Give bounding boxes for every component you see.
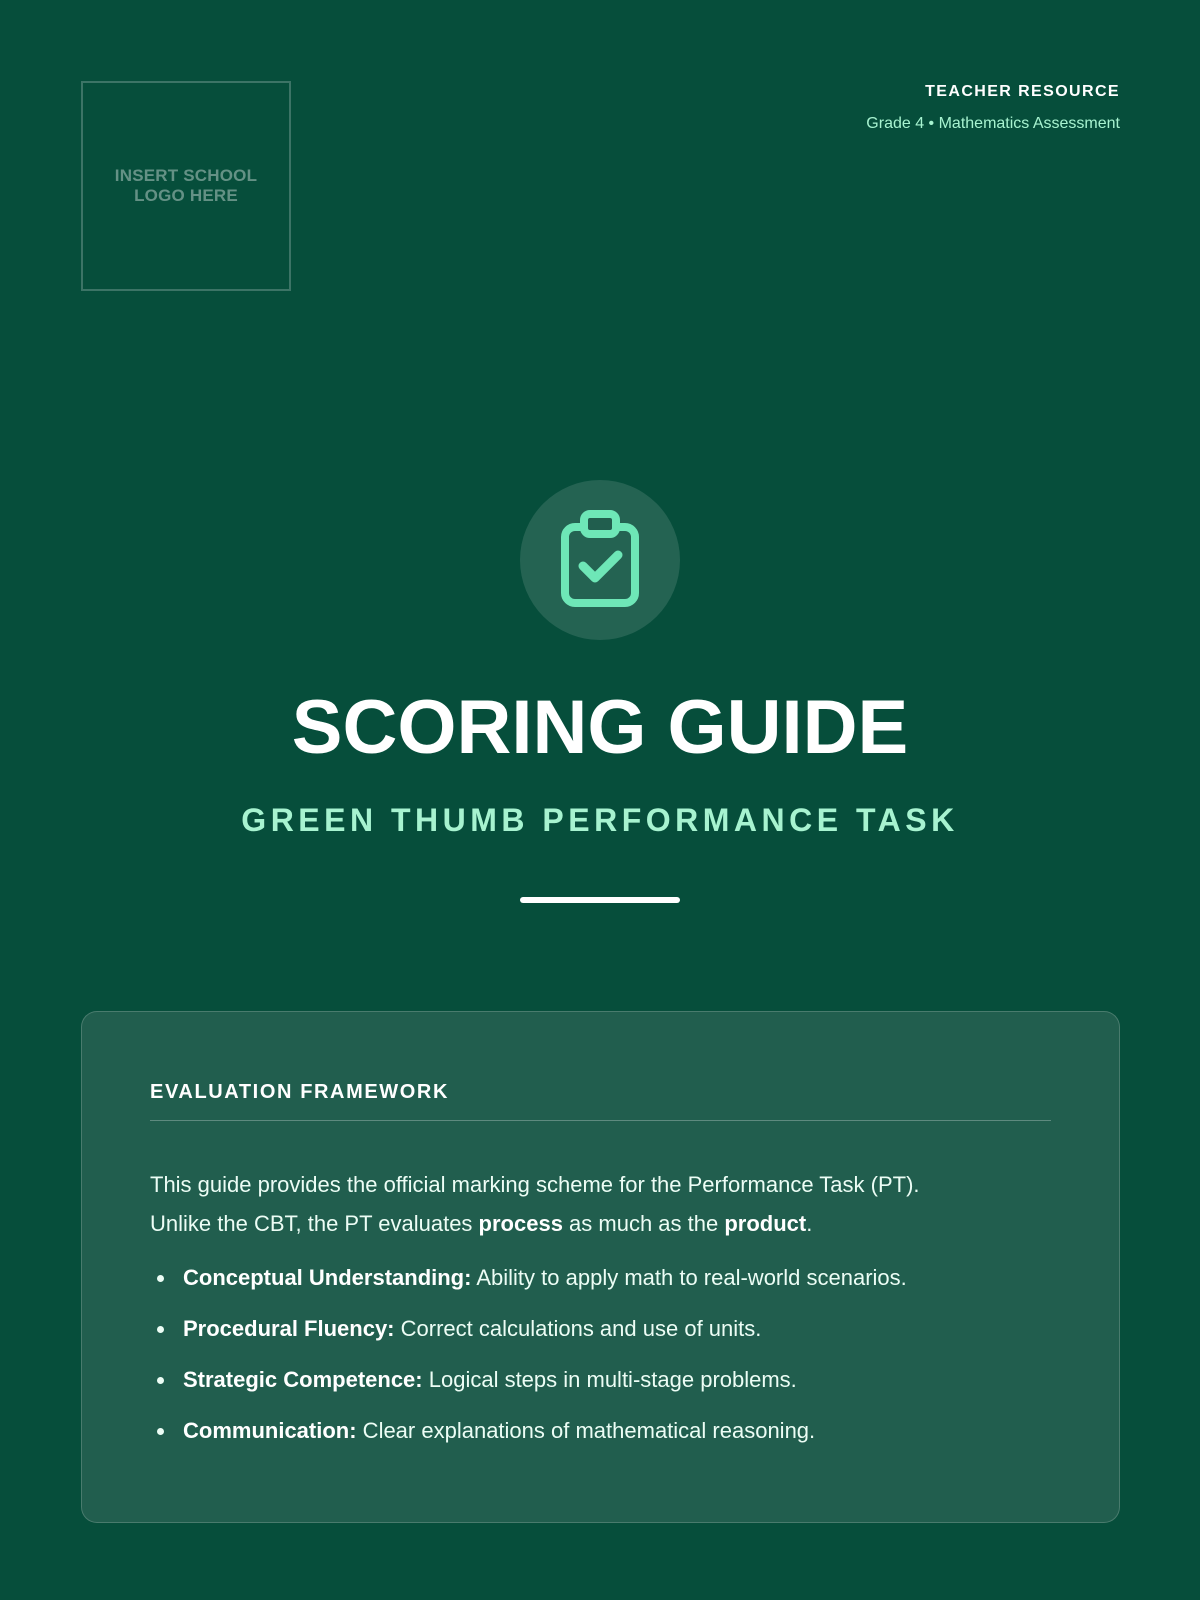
list-item [150,1365,1051,1395]
criteria-description: Logical steps in multi-stage problems. [422,1367,797,1392]
list-item [150,1416,1051,1446]
intro-line-2b: as much as the [562,1211,725,1236]
bullet-dot [157,1377,164,1384]
intro-line-2a: Unlike the CBT, the PT evaluates [150,1211,479,1236]
bullet-dot [157,1428,164,1435]
criteria-term: Conceptual Understanding: [183,1265,472,1290]
intro-line-1: This guide provides the official marking scheme for the Performance Task (PT). [150,1172,920,1197]
bullet-dot [157,1275,164,1282]
bullet-dot [157,1326,164,1333]
criteria-description: Ability to apply math to real-world scenarios. [471,1265,907,1290]
framework-heading: EVALUATION FRAMEWORK [150,1080,1051,1121]
intro-line-2c: . [806,1211,813,1236]
title-divider [520,897,680,903]
criteria-description: Correct calculations and use of units. [394,1316,762,1341]
header-meta [866,82,1120,134]
page-subtitle: GREEN THUMB PERFORMANCE TASK [241,802,959,838]
clipboard-check-icon [520,480,680,640]
logo-placeholder-text: INSERT SCHOOL LOGO HERE [114,166,258,205]
list-item [150,1314,1051,1344]
resource-subtitle: Grade 4 • Mathematics Assessment [866,115,1120,132]
criteria-term: Communication: [183,1418,357,1443]
evaluation-framework-card [81,1011,1120,1523]
clipboard-check-icon-svg [558,510,642,610]
school-logo-placeholder [81,81,291,291]
criteria-list [150,1263,1051,1446]
list-item [150,1263,1051,1293]
resource-label: TEACHER RESOURCE [925,83,1120,100]
criteria-term: Procedural Fluency: [183,1316,395,1341]
criteria-term: Strategic Competence: [183,1367,423,1392]
intro-emphasis-process: process [478,1211,563,1236]
criteria-description: Clear explanations of mathematical reasoning. [356,1418,816,1443]
page-title: SCORING GUIDE [291,685,909,770]
intro-emphasis-product: product [724,1211,807,1236]
framework-intro [150,1165,1051,1243]
